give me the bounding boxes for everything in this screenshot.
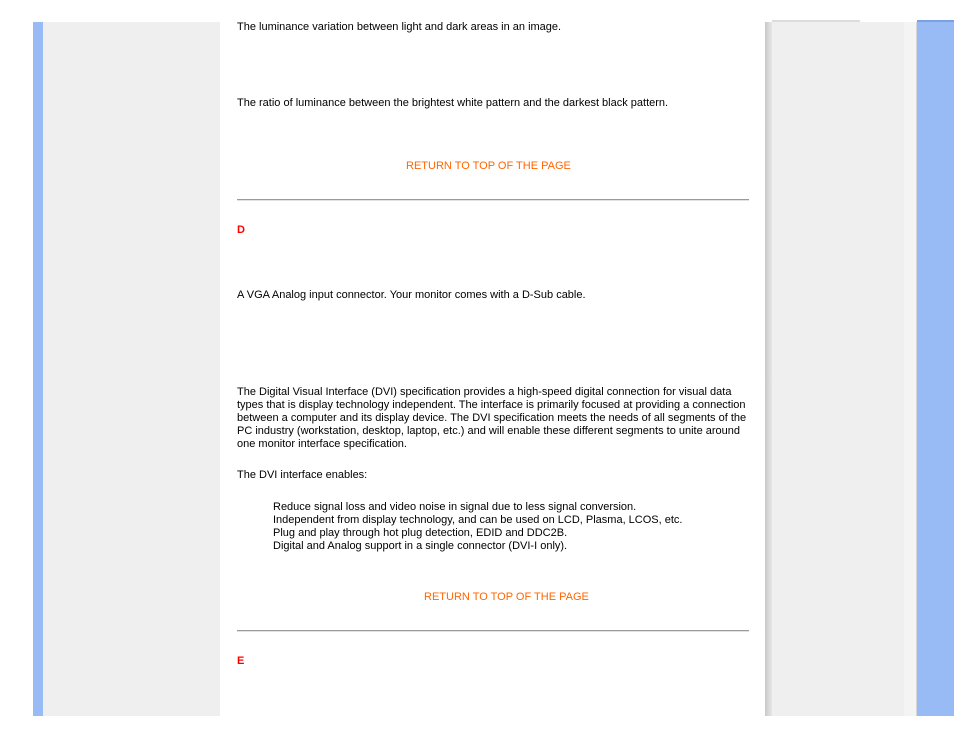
right-blue-strip: [917, 22, 954, 716]
right-sidebar-panel: [772, 22, 904, 716]
return-to-top-link[interactable]: RETURN TO TOP OF THE PAGE: [406, 160, 571, 172]
left-sidebar-panel: [43, 22, 220, 716]
section-divider: [237, 630, 749, 632]
definition-dsub: A VGA Analog input connector. Your monitor comes with a D-Sub cable.: [237, 289, 586, 301]
return-to-top-link[interactable]: RETURN TO TOP OF THE PAGE: [424, 591, 589, 603]
definition-luminance-ratio: The ratio of luminance between the brightest white pattern and the darkest black pattern.: [237, 97, 669, 109]
list-item: Digital and Analog support in a single connector (DVI-I only).: [273, 540, 568, 552]
content-right-shadow: [765, 22, 772, 716]
content-column: [220, 22, 765, 716]
section-heading-d: D: [237, 224, 245, 236]
right-gutter: [904, 22, 917, 716]
dvi-features-list: [273, 501, 682, 553]
list-item: Plug and play through hot plug detection, EDID and DDC2B.: [273, 527, 568, 539]
left-blue-strip: [33, 22, 43, 716]
definition-luminance-variation: The luminance variation between light and dark areas in an image.: [237, 21, 562, 33]
list-item: Reduce signal loss and video noise in signal due to less signal conversion.: [273, 501, 637, 513]
section-heading-e: E: [237, 655, 245, 667]
dvi-enables-intro: The DVI interface enables:: [237, 469, 368, 481]
list-item: Independent from display technology, and can be used on LCD, Plasma, LCOS, etc.: [273, 514, 683, 526]
section-divider: [237, 199, 749, 201]
definition-dvi: The Digital Visual Interface (DVI) specification provides a high-speed digital connection for visual data types that is display technology independent. The interface is primarily focused at providing a connection between a computer and its display device. The DVI specification meets the needs of all segments of the PC industry (workstation, desktop, laptop, etc.) and will enable these different segments to unite around one monitor interface specification.: [237, 386, 747, 450]
